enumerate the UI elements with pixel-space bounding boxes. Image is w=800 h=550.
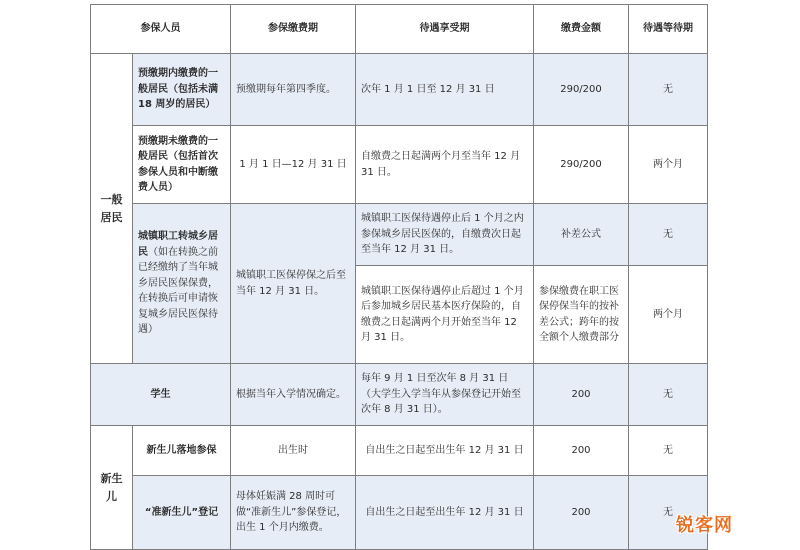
waiting-period-cell: 两个月 <box>629 126 708 204</box>
benefit-period-cell: 次年 1 月 1 日至 12 月 31 日 <box>356 54 534 126</box>
payment-amount-cell: 补差公式 <box>534 204 629 266</box>
benefit-period-cell: 自缴费之日起满两个月至当年 12 月 31 日。 <box>356 126 534 204</box>
payment-amount-cell: 参保缴费在职工医保停保当年的按补差公式；跨年的按全额个人缴费部分 <box>534 266 629 364</box>
benefit-period-cell: 每年 9 月 1 日至次年 8 月 31 日（大学生入学当年从参保登记开始至次年 8 月 31 日）。 <box>356 364 534 426</box>
person-student: 学生 <box>91 364 231 426</box>
header-benefit-period: 待遇享受期 <box>356 5 534 54</box>
waiting-period-cell: 无 <box>629 364 708 426</box>
header-waiting-period: 待遇等待期 <box>629 5 708 54</box>
person-newborn-at-birth: 新生儿落地参保 <box>133 426 231 476</box>
insurance-table <box>90 4 708 550</box>
person-prepay-in-period: 预缴期内缴费的一般居民（包括未满 18 周岁的居民） <box>133 54 231 126</box>
header-payment-period: 参保缴费期 <box>231 5 356 54</box>
waiting-period-cell: 无 <box>629 426 708 476</box>
header-payment-amount: 缴费金额 <box>534 5 629 54</box>
payment-period-cell: 根据当年入学情况确定。 <box>231 364 356 426</box>
payment-period-cell: 城镇职工医保停保之后至当年 12 月 31 日。 <box>231 204 356 364</box>
payment-amount-cell: 200 <box>534 426 629 476</box>
waiting-period-cell: 无 <box>629 204 708 266</box>
watermark-logo: 锐客网 <box>676 515 733 536</box>
payment-amount-cell: 290/200 <box>534 126 629 204</box>
benefit-period-cell: 城镇职工医保待遇停止后超过 1 个月后参加城乡居民基本医疗保险的，自缴费之日起满两个月开始至当年 12 月 31 日。 <box>356 266 534 364</box>
payment-amount-cell: 200 <box>534 364 629 426</box>
table-row <box>91 126 708 204</box>
table-row <box>91 54 708 126</box>
table-row <box>91 426 708 476</box>
person-prenatal-registration: “准新生儿”登记 <box>133 476 231 550</box>
header-insured-persons: 参保人员 <box>91 5 231 54</box>
benefit-period-cell: 自出生之日起至出生年 12 月 31 日 <box>356 426 534 476</box>
payment-period-cell: 出生时 <box>231 426 356 476</box>
header-row <box>91 5 708 54</box>
person-employee-to-resident <box>133 204 231 364</box>
table-row <box>91 476 708 550</box>
category-general-residents: 一般居民 <box>91 54 133 364</box>
person-employee-to-resident-note: （如在转换之前已经缴纳了当年城乡居民医保保费，在转换后可申请恢复城乡居民医保待遇） <box>138 246 218 336</box>
payment-period-cell: 母体妊娠满 28 周时可做“准新生儿”参保登记，出生 1 个月内缴费。 <box>231 476 356 550</box>
table-row <box>91 364 708 426</box>
waiting-period-cell: 无 <box>629 54 708 126</box>
waiting-period-cell: 两个月 <box>629 266 708 364</box>
benefit-period-cell: 自出生之日起至出生年 12 月 31 日 <box>356 476 534 550</box>
payment-period-cell: 1 月 1 日—12 月 31 日 <box>231 126 356 204</box>
category-newborn: 新生儿 <box>91 426 133 550</box>
benefit-period-cell: 城镇职工医保待遇停止后 1 个月之内参保城乡居民医保的，自缴费次日起至当年 12 月 31 日。 <box>356 204 534 266</box>
payment-period-cell: 预缴期每年第四季度。 <box>231 54 356 126</box>
person-employee-to-resident-title: 城镇职工转城乡居民 <box>138 231 218 258</box>
person-prepay-not-paid: 预缴期未缴费的一般居民（包括首次参保人员和中断缴费人员） <box>133 126 231 204</box>
waiting-period-cell: 无 <box>629 476 708 550</box>
payment-amount-cell: 200 <box>534 476 629 550</box>
table-row <box>91 204 708 266</box>
payment-amount-cell: 290/200 <box>534 54 629 126</box>
